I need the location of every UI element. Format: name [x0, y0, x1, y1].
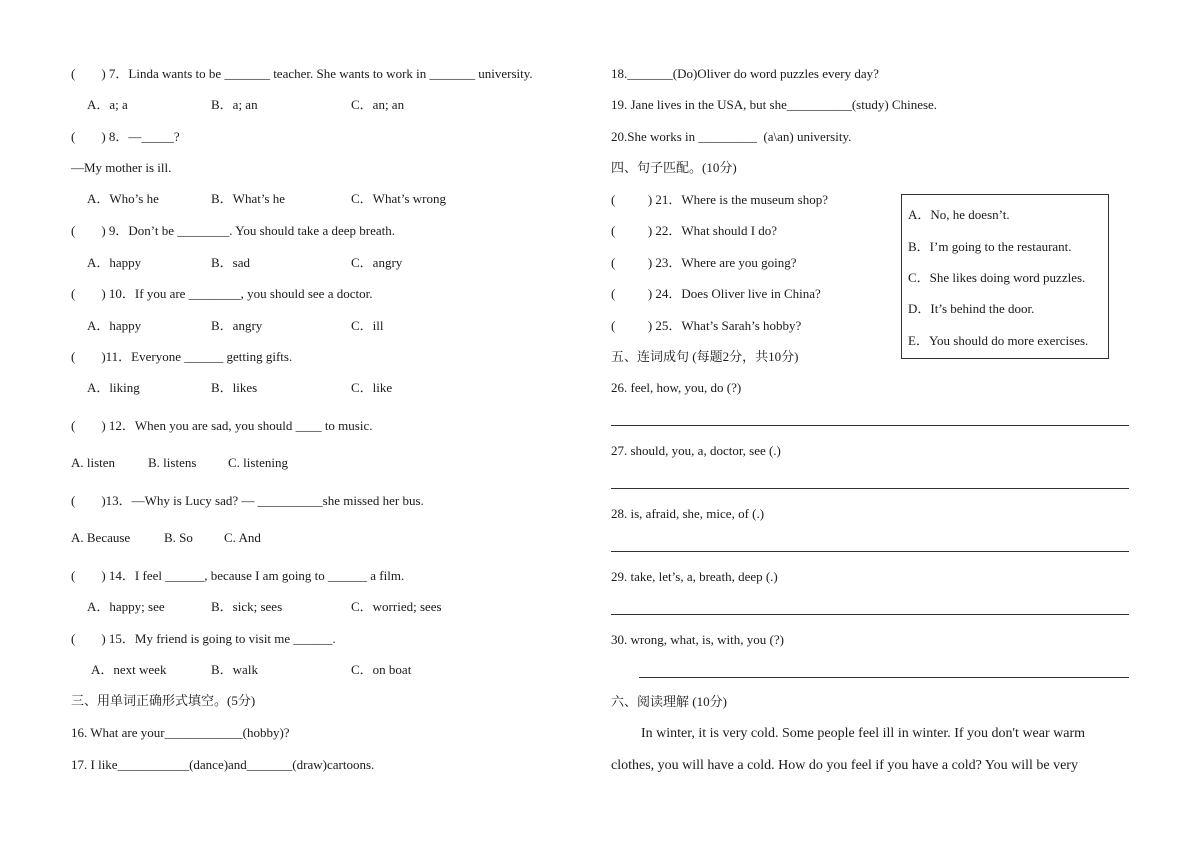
- question-20: 20.She works in _________ (a\an) university.: [611, 129, 852, 144]
- q8-option-c: C．What’s wrong: [351, 191, 446, 206]
- matching-answer: A．No, he doesn’t.: [908, 207, 1010, 222]
- section-6-title: 六、阅读理解 (10分): [611, 694, 727, 709]
- q15-option-a: A．next week: [91, 662, 167, 677]
- answer-line: [611, 425, 1129, 426]
- reading-passage-line: clothes, you will have a cold. How do you feel if you have a cold? You will be very: [611, 758, 1078, 773]
- question-8: ( ) 8．—_____?: [71, 129, 180, 144]
- question-15: ( ) 15．My friend is going to visit me ______.: [71, 631, 336, 646]
- q10-option-c: C．ill: [351, 318, 384, 333]
- q14-option-c: C．worried; sees: [351, 599, 442, 614]
- question-12: ( ) 12．When you are sad, you should ____ to music.: [71, 418, 373, 433]
- matching-question: ( ) 22．What should I do?: [611, 223, 778, 238]
- q10-option-b: B．angry: [211, 318, 263, 333]
- answer-line: [611, 551, 1129, 552]
- q9-option-c: C．angry: [351, 255, 403, 270]
- q9-option-a: A．happy: [87, 255, 142, 270]
- matching-question: ( ) 25．What’s Sarah’s hobby?: [611, 318, 802, 333]
- answer-line: [639, 677, 1129, 678]
- q13-option-c: C. And: [224, 530, 261, 545]
- section-3-title: 三、用单词正确形式填空。(5分): [71, 693, 256, 708]
- q10-option-a: A．happy: [87, 318, 142, 333]
- q7-option-b: B．a; an: [211, 97, 258, 112]
- sentence-prompt: 28. is, afraid, she, mice, of (.): [611, 506, 765, 521]
- question-18: 18._______(Do)Oliver do word puzzles every day?: [611, 66, 879, 81]
- question-11: ( )11．Everyone ______ getting gifts.: [71, 349, 293, 364]
- q15-option-c: C．on boat: [351, 662, 412, 677]
- question-17: 17. I like___________(dance)and_______(draw)cartoons.: [71, 757, 375, 772]
- sentence-prompt: 26. feel, how, you, do (?): [611, 380, 742, 395]
- q15-option-b: B．walk: [211, 662, 258, 677]
- q11-option-a: A．liking: [87, 380, 140, 395]
- sentence-prompt: 27. should, you, a, doctor, see (.): [611, 443, 781, 458]
- question-9: ( ) 9．Don’t be ________. You should take a deep breath.: [71, 223, 395, 238]
- q8-option-b: B．What’s he: [211, 191, 286, 206]
- question-7: ( ) 7．Linda wants to be _______ teacher. She wants to work in _______ university.: [71, 66, 533, 81]
- matching-question: ( ) 24．Does Oliver live in China?: [611, 286, 821, 301]
- q9-option-b: B．sad: [211, 255, 251, 270]
- question-13: ( )13．—Why is Lucy sad? — __________she missed her bus.: [71, 493, 424, 508]
- matching-question: ( ) 21．Where is the museum shop?: [611, 192, 828, 207]
- q13-option-b: B. So: [164, 530, 193, 545]
- sentence-prompt: 30. wrong, what, is, with, you (?): [611, 632, 784, 647]
- q13-option-a: A. Because: [71, 530, 131, 545]
- question-8-reply: —My mother is ill.: [71, 160, 172, 175]
- q11-option-b: B．likes: [211, 380, 258, 395]
- sentence-prompt: 29. take, let’s, a, breath, deep (.): [611, 569, 778, 584]
- section-4-title: 四、句子匹配。(10分): [611, 160, 737, 175]
- matching-question: ( ) 23．Where are you going?: [611, 255, 797, 270]
- q14-option-b: B．sick; sees: [211, 599, 283, 614]
- answer-line: [611, 488, 1129, 489]
- question-10: ( ) 10．If you are ________, you should see a doctor.: [71, 286, 373, 301]
- q12-option-c: C. listening: [228, 455, 288, 470]
- q11-option-c: C．like: [351, 380, 393, 395]
- answer-line: [611, 614, 1129, 615]
- q7-option-a: A．a; a: [87, 97, 128, 112]
- question-16: 16. What are your____________(hobby)?: [71, 725, 290, 740]
- q12-option-b: B. listens: [148, 455, 197, 470]
- matching-answer: E．You should do more exercises.: [908, 333, 1089, 348]
- q8-option-a: A．Who’s he: [87, 191, 159, 206]
- section-5-title: 五、连词成句 (每题2分，共10分): [611, 349, 799, 364]
- question-14: ( ) 14．I feel ______, because I am going to ______ a film.: [71, 568, 405, 583]
- reading-passage-line: In winter, it is very cold. Some people feel ill in winter. If you don't wear warm: [641, 726, 1086, 741]
- question-19: 19. Jane lives in the USA, but she__________(study) Chinese.: [611, 97, 938, 112]
- q7-option-c: C．an; an: [351, 97, 405, 112]
- matching-answer: B．I’m going to the restaurant.: [908, 239, 1072, 254]
- q12-option-a: A. listen: [71, 455, 116, 470]
- matching-answer: D．It’s behind the door.: [908, 301, 1035, 316]
- q14-option-a: A．happy; see: [87, 599, 165, 614]
- matching-answer: C．She likes doing word puzzles.: [908, 270, 1086, 285]
